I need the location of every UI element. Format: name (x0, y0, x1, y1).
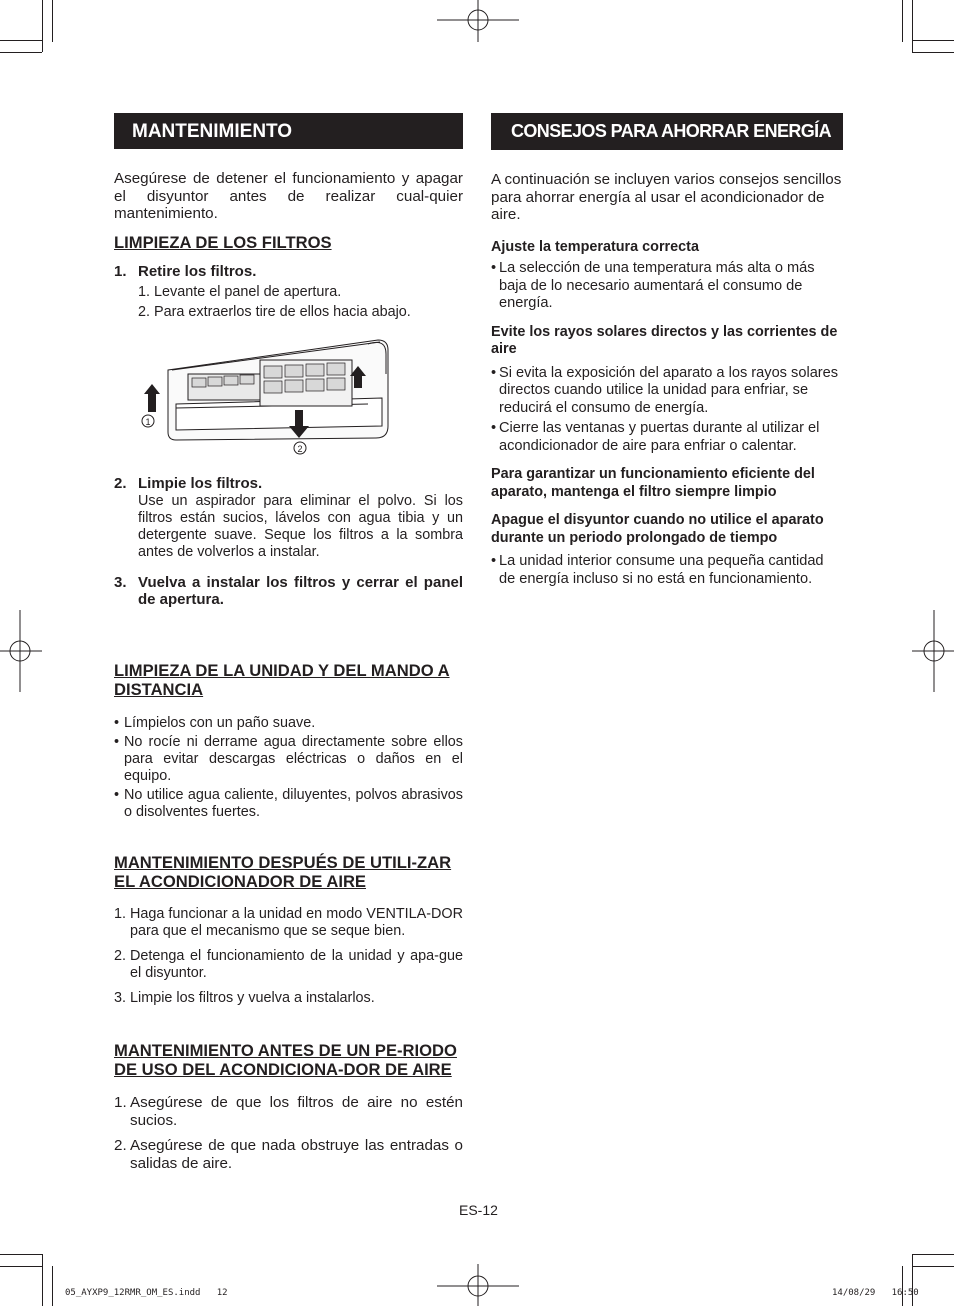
before-period-section (114, 1041, 463, 1172)
registration-mark-top (437, 0, 519, 42)
list-item: 2. Detenga el funcionamiento de la unidad y apa-gue el disyuntor. (114, 948, 463, 981)
filters-step-2-text: Use un aspirador para eliminar el polvo. Si los filtros están sucios, lávelos con agua tibia y un detergente suave. Seque los filtros a la sombra antes de volverlos a instalar. (138, 492, 463, 560)
filters-step-3 (114, 574, 463, 609)
filters-section (114, 233, 463, 321)
tip-4-title: Apague el disyuntor cuando no utilice el aparato durante un periodo prolongado de tiempo (491, 512, 824, 546)
step-number: 1. (114, 263, 127, 280)
list-item: • No utilice agua caliente, diluyentes, polvos abrasivos o disolventes fuertes. (114, 787, 463, 821)
list-item: • Límpielos con un paño suave. (114, 715, 463, 732)
step-text: Vuelva a instalar los filtros y cerrar el panel de apertura. (138, 573, 463, 608)
filters-step-1-sub-2: 2. Para extraerlos tire de ellos hacia abajo. (138, 303, 411, 320)
after-use-heading: MANTENIMIENTO DESPUÉS DE UTILI-ZAR EL ACONDICIONADOR DE AIRE (114, 853, 452, 891)
filters-step-1 (114, 263, 463, 281)
before-period-heading: MANTENIMIENTO ANTES DE UN PE-RIODO DE USO DEL ACONDICIONA-DOR DE AIRE (114, 1041, 457, 1079)
page-number: ES-12 (459, 1202, 498, 1218)
energy-tips-intro: A continuación se incluyen varios consejos sencillos para ahorrar energía al usar el acondicionador de aire. (491, 171, 842, 223)
energy-tips-content (491, 171, 843, 588)
filters-step-2-block (114, 475, 463, 609)
after-use-list (114, 906, 463, 1007)
list-item: • Cierre las ventanas y puertas durante al utilizar el acondicionador de aire para enfriar o calentar. (491, 420, 843, 455)
list-item: 3. Limpie los filtros y vuelva a instalarlos. (114, 990, 375, 1006)
maintenance-title: MANTENIMIENTO (132, 121, 293, 142)
step-number: 3. (114, 573, 127, 591)
filter-removal-illustration (136, 334, 402, 458)
before-period-list (114, 1094, 463, 1172)
list-item: 2. Asegúrese de que nada obstruye las entradas o salidas de aire. (114, 1137, 463, 1172)
figure-label-2: 2 (297, 444, 303, 454)
filters-step-1-sub-1: 1. Levante el panel de apertura. (138, 283, 342, 300)
step-title: Retire los filtros. (138, 263, 257, 280)
footer-file-name: 05_AYXP9_12RMR_OM_ES.indd 12 (65, 1288, 228, 1298)
unit-cleaning-heading: LIMPIEZA DE LA UNIDAD Y DEL MANDO A DISTANCIA (114, 661, 450, 699)
registration-mark-bottom (437, 1264, 519, 1306)
maintenance-intro: Asegúrese de detener el funcionamiento y apagar el disyuntor antes de realizar cual-quier mantenimiento. (114, 170, 463, 222)
registration-mark-left (0, 610, 42, 692)
registration-mark-right (912, 610, 954, 692)
maintenance-banner (114, 113, 463, 149)
unit-cleaning-list (114, 715, 463, 821)
energy-tips-title: CONSEJOS PARA AHORRAR ENERGÍA (511, 121, 831, 141)
tip-2-title: Evite los rayos solares directos y las corrientes de aire (491, 323, 838, 357)
list-item: • Si evita la exposición del aparato a los rayos solares directos cuando utilice la unidad para enfriar, se reducirá el consumo de energía. (491, 365, 843, 418)
energy-tips-banner (491, 113, 843, 150)
filters-heading: LIMPIEZA DE LOS FILTROS (114, 233, 332, 252)
figure-label-1: 1 (145, 417, 151, 427)
maintenance-intro-block (114, 170, 463, 223)
tip-1-title: Ajuste la temperatura correcta (491, 238, 699, 255)
list-item: • La unidad interior consume una pequeña cantidad de energía incluso si no está en funcionamiento. (491, 553, 843, 588)
step-title: Limpie los filtros. (138, 475, 263, 492)
footer-timestamp: 14/08/29 16:50 (832, 1288, 919, 1298)
tip-3-title: Para garantizar un funcionamiento eficiente del aparato, mantenga el filtro siempre limpio (491, 466, 815, 500)
unit-cleaning-section (114, 661, 463, 821)
after-use-section (114, 853, 463, 1007)
step-number: 2. (114, 475, 127, 492)
list-item: • La selección de una temperatura más alta o más baja de lo necesario aumentará el consumo de energía. (491, 260, 843, 313)
list-item: 1. Haga funcionar a la unidad en modo VENTILA-DOR para que el mecanismo que se seque bien. (114, 906, 463, 939)
list-item: 1. Asegúrese de que los filtros de aire no estén sucios. (114, 1094, 463, 1129)
filters-step-2 (114, 475, 463, 493)
list-item: • No rocíe ni derrame agua directamente sobre ellos para evitar descargas eléctricas o daños en el equipo. (114, 734, 463, 785)
